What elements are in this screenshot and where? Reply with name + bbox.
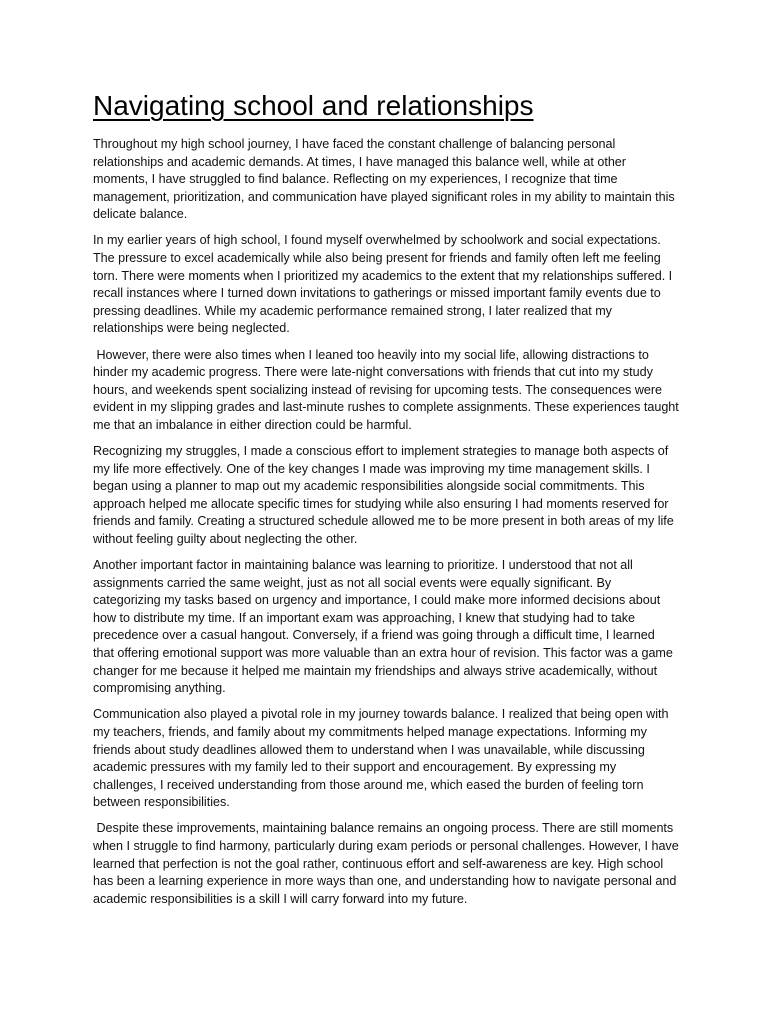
- paragraph-communication: Communication also played a pivotal role in my journey towards balance. I realized that being open with my teachers, friends, and family about my commitments helped manage expectations. Informing my friends about study deadlines allowed them to understand when I was unavailable, while discussing academic pressures with my family led to their support and encouragement. By expressing my challenges, I received understanding from those around me, which eased the burden of feeling torn between responsibilities.: [93, 707, 669, 810]
- document-body: [93, 88, 679, 917]
- paragraph-early-years: In my earlier years of high school, I found myself overwhelmed by schoolwork and social expectations. The pressure to excel academically while also being present for friends and family often left me feeling torn. There were moments when I prioritized my academics to the extent that my relationships suffered. I recall instances where I turned down invitations to gatherings or missed important family events due to pressing deadlines. While my academic performance remained strong, I later realized that my relationships were being neglected.: [93, 233, 673, 336]
- paragraph-intro: Throughout my high school journey, I have faced the constant challenge of balancing personal relationships and academic demands. At times, I have managed this balance well, while at other moments, I have struggled to find balance. Reflecting on my experiences, I recognize that time management, prioritization, and communication have played significant roles in my ability to maintain this delicate balance.: [93, 137, 675, 222]
- paragraph-social-life: However, there were also times when I leaned too heavily into my social life, allowing distractions to hinder my academic progress. There were late-night conversations with friends that cut into my study hours, and weekends spent socializing instead of revising for upcoming tests. The consequences were evident in my slipping grades and last-minute rushes to complete assignments. These experiences taught me that an imbalance in either direction could be harmful.: [93, 347, 679, 432]
- paragraph-prioritization: Another important factor in maintaining balance was learning to prioritize. I understood that not all assignments carried the same weight, just as not all social events were equally significant. By categorizing my tasks based on urgency and importance, I could make more informed decisions about how to distribute my time. If an important exam was approaching, I knew that studying had to take precedence over a casual hangout. Conversely, if a friend was going through a difficult time, I learned that offering emotional support was more valuable than an extra hour of revision. This factor was a game changer for me because it helped me maintain my friendships and always strive academically, without compromising anything.: [93, 558, 673, 696]
- paragraph-time-management: Recognizing my struggles, I made a conscious effort to implement strategies to manage both aspects of my life more effectively. One of the key changes I made was improving my time management skills. I began using a planner to map out my academic responsibilities alongside social commitments. This approach helped me allocate specific times for studying while also ensuring I had moments reserved for friends and family. Creating a structured schedule allowed me to be more present in both areas of my life without feeling guilty about neglecting the other.: [93, 444, 674, 546]
- paragraph-conclusion: Despite these improvements, maintaining balance remains an ongoing process. There are still moments when I struggle to find harmony, particularly during exam periods or personal challenges. However, I have learned that perfection is not the goal rather, continuous effort and self-awareness are key. High school has been a learning experience in more ways than one, and understanding how to navigate personal and academic responsibilities is a skill I will carry forward into my future.: [93, 821, 679, 906]
- document-title: Navigating school and relationships: [93, 90, 534, 121]
